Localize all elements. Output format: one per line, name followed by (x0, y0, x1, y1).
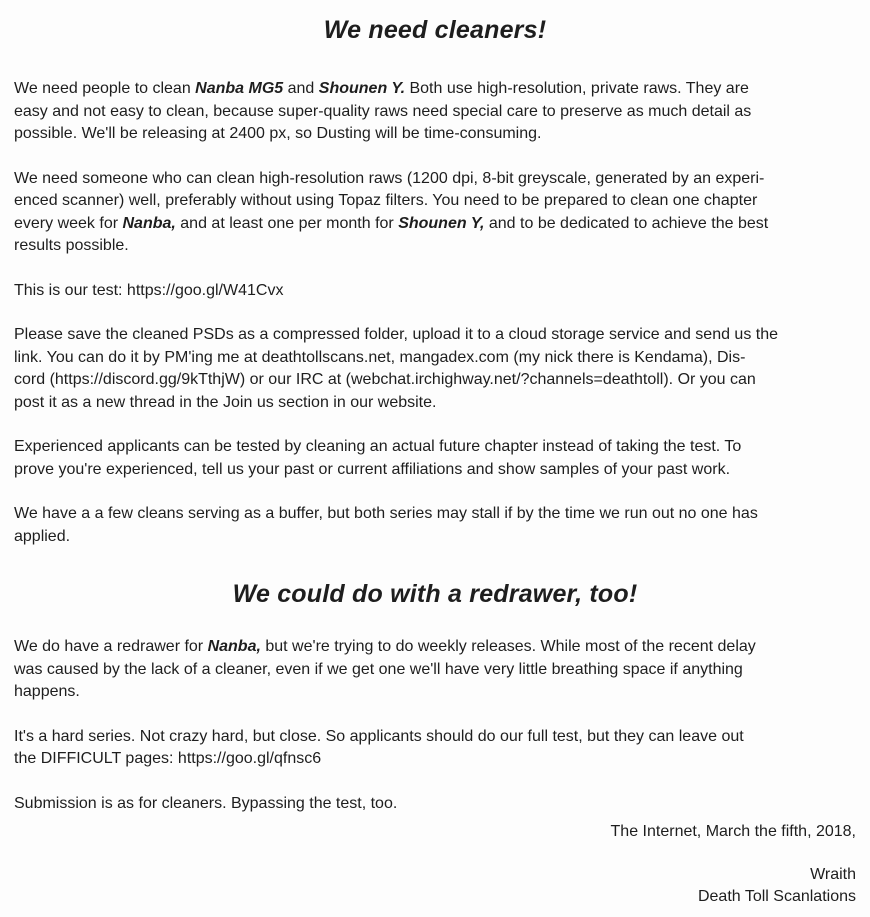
paragraph (14, 503, 856, 548)
section-redrawer-body (14, 636, 856, 815)
text-run: We need people to clean (14, 80, 196, 97)
text-run: prove you're experienced, tell us your past or current affiliations and show samples of your past work. (14, 460, 731, 478)
series-title-emphasis: Shounen Y. (318, 80, 406, 97)
text-run: easy and not easy to clean, because super-quality raws need special care to preserve as much detail as (14, 102, 752, 120)
text-run: It's a hard series. Not crazy hard, but close. So applicants should do our full test, but they can leave out (14, 727, 744, 745)
series-title-emphasis: Nanba, (207, 638, 261, 655)
signature-block (14, 864, 856, 909)
text-run: cord (https://discord.gg/9kTthjW) or our IRC at (webchat.irchighway.net/?channels=deathtoll). Or you can (14, 371, 756, 388)
text-run: link. You can do it by PM'ing me at deathtollscans.net, mangadex.com (my nick there is Kendama), Dis- (14, 348, 746, 366)
paragraph (14, 280, 856, 303)
text-run: post it as a new thread in the Join us section in our website. (14, 393, 437, 411)
text-run: and (283, 80, 319, 97)
text-run: and at least one per month for (175, 214, 399, 232)
series-title-emphasis: Shounen Y, (398, 214, 485, 232)
text-run: Both use high-resolution, private raws. They are (405, 80, 749, 97)
section-heading-redrawer: We could do with a redrawer, too! (232, 580, 638, 608)
text-run: applied. (14, 527, 71, 545)
text-run: every week for (14, 214, 123, 232)
text-run: happens. (14, 683, 80, 700)
text-run: We do have a redrawer for (14, 638, 208, 655)
text-run: enced scanner) well, preferably without using Topaz filters. You need to be prepared to clean one chapter (14, 192, 758, 209)
text-run: Experienced applicants can be tested by cleaning an actual future chapter instead of taking the test. To (14, 438, 742, 455)
section-heading-cleaners: We need cleaners! (323, 16, 547, 44)
series-title-emphasis: Nanba, (122, 214, 176, 232)
paragraph (14, 168, 856, 258)
text-run: Submission is as for cleaners. Bypassing the test, too. (14, 794, 398, 812)
paragraph (14, 793, 856, 816)
paragraph (14, 324, 856, 414)
paragraph (14, 436, 856, 481)
paragraph (14, 636, 856, 704)
section-cleaners-body (14, 78, 856, 548)
dateline: The Internet, March the fifth, 2018, (610, 823, 856, 840)
signature-name: Wraith (810, 865, 856, 883)
text-run: This is our test: https://goo.gl/W41Cvx (14, 281, 284, 299)
text-run: the DIFFICULT pages: https://goo.gl/qfnsc6 (14, 750, 322, 767)
text-run: possible. We'll be releasing at 2400 px, so Dusting will be time-consuming. (14, 125, 542, 142)
text-run: results possible. (14, 237, 129, 254)
text-run: and to be dedicated to achieve the best (484, 214, 769, 232)
text-run: was caused by the lack of a cleaner, even if we get one we'll have very little breathing space if anything (14, 660, 743, 678)
text-run: We need someone who can clean high-resolution raws (1200 dpi, 8-bit greyscale, generated by an experi- (14, 169, 765, 187)
paragraph (14, 78, 856, 146)
signature-group-name: Death Toll Scanlations (697, 888, 856, 905)
text-run: but we're trying to do weekly releases. While most of the recent delay (260, 638, 756, 655)
text-run: We have a a few cleans serving as a buffer, but both series may stall if by the time we run out no one has (14, 505, 758, 522)
paragraph (14, 726, 856, 771)
text-run: Please save the cleaned PSDs as a compressed folder, upload it to a cloud storage service and send us the (14, 326, 779, 343)
series-title-emphasis: Nanba MG5 (195, 80, 284, 97)
